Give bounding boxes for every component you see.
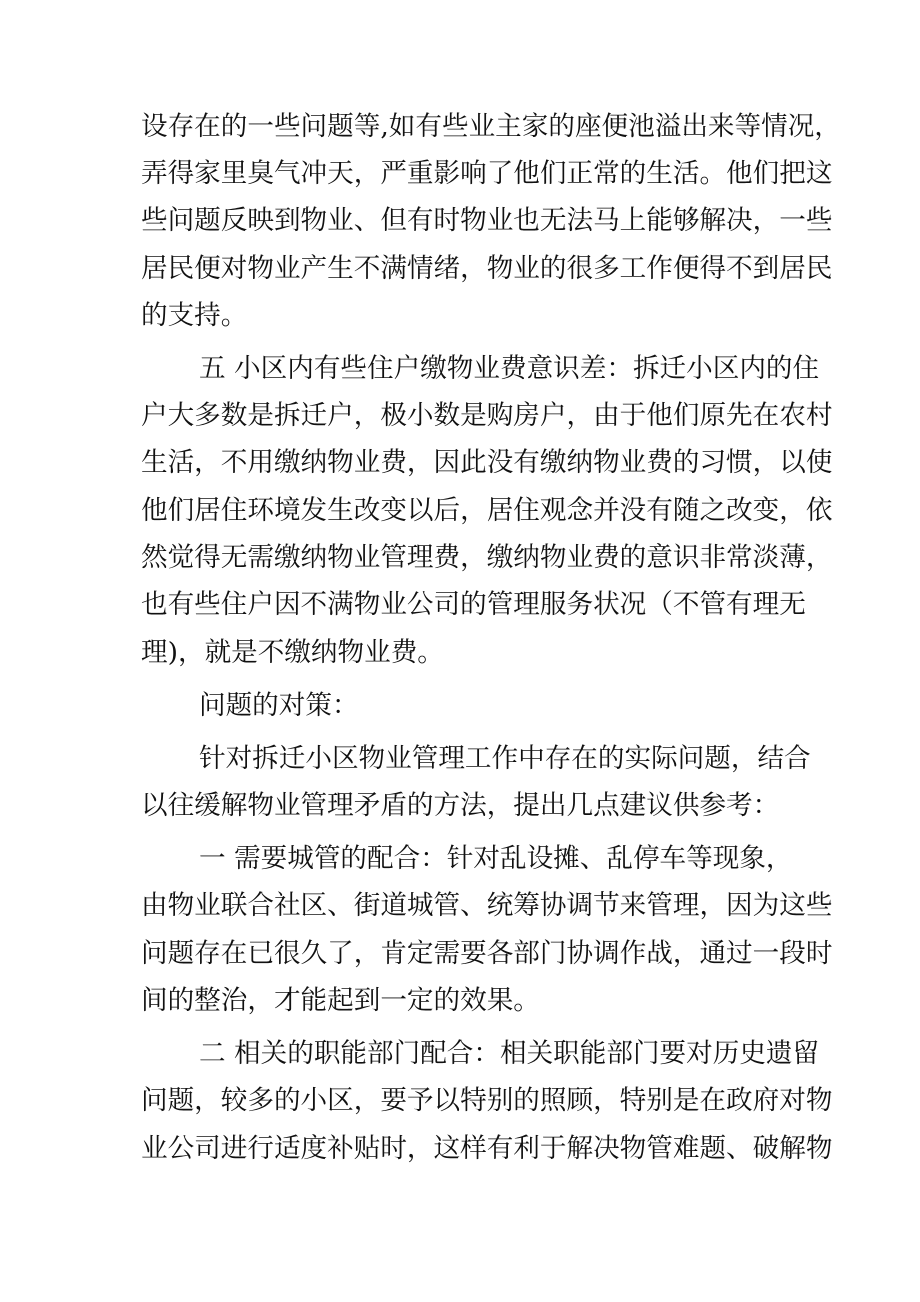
item-two-heading: 二 相关的职能部门配合：相关职能部门要对历史遗留 xyxy=(199,1038,820,1069)
text-line: 生活，不用缴纳物业费，因此没有缴纳物业费的习惯，以使 xyxy=(141,447,833,478)
text-line: 针对拆迁小区物业管理工作中存在的实际问题，结合 xyxy=(199,743,811,774)
text-line: 也有些住户因不满物业公司的管理服务状况（不管有理无 xyxy=(141,589,806,620)
text-line: 他们居住环境发生改变以后，居住观念并没有随之改变，依 xyxy=(141,495,833,526)
text-line: 问题，较多的小区，要予以特别的照顾，特别是在政府对物 xyxy=(141,1085,833,1116)
text-line: 些问题反映到物业、但有时物业也无法马上能够解决，一些 xyxy=(141,205,833,236)
text-line: 然觉得无需缴纳物业管理费，缴纳物业费的意识非常淡薄， xyxy=(141,542,833,573)
text-line: 以往缓解物业管理矛盾的方法，提出几点建议供参考： xyxy=(141,790,780,821)
text-line: 的支持。 xyxy=(141,300,248,331)
item-one-heading: 一 需要城管的配合：针对乱设摊、乱停车等现象， xyxy=(199,843,793,874)
text-line: 业公司进行适度补贴时，这样有利于解决物管难题、破解物 xyxy=(141,1133,833,1164)
text-line: 问题存在已很久了，肯定需要各部门协调作战，通过一段时 xyxy=(141,938,833,969)
text-line: 弄得家里臭气冲天，严重影响了他们正常的生活。他们把这 xyxy=(141,158,833,189)
text-line: 间的整治，才能起到一定的效果。 xyxy=(141,985,540,1016)
section-heading: 问题的对策： xyxy=(199,690,359,721)
text-line: 户大多数是拆迁户，极小数是购房户，由于他们原先在农村 xyxy=(141,400,833,431)
text-line: 设存在的一些问题等,如有些业主家的座便池溢出来等情况， xyxy=(141,111,841,142)
text-line: 理)，就是不缴纳物业费。 xyxy=(141,637,444,668)
paragraph-five-heading: 五 小区内有些住户缴物业费意识差：拆迁小区内的住 xyxy=(199,353,820,384)
text-line: 居民便对物业产生不满情绪，物业的很多工作便得不到居民 xyxy=(141,253,833,284)
text-line: 由物业联合社区、街道城管、统筹协调节来管理，因为这些 xyxy=(141,890,833,921)
